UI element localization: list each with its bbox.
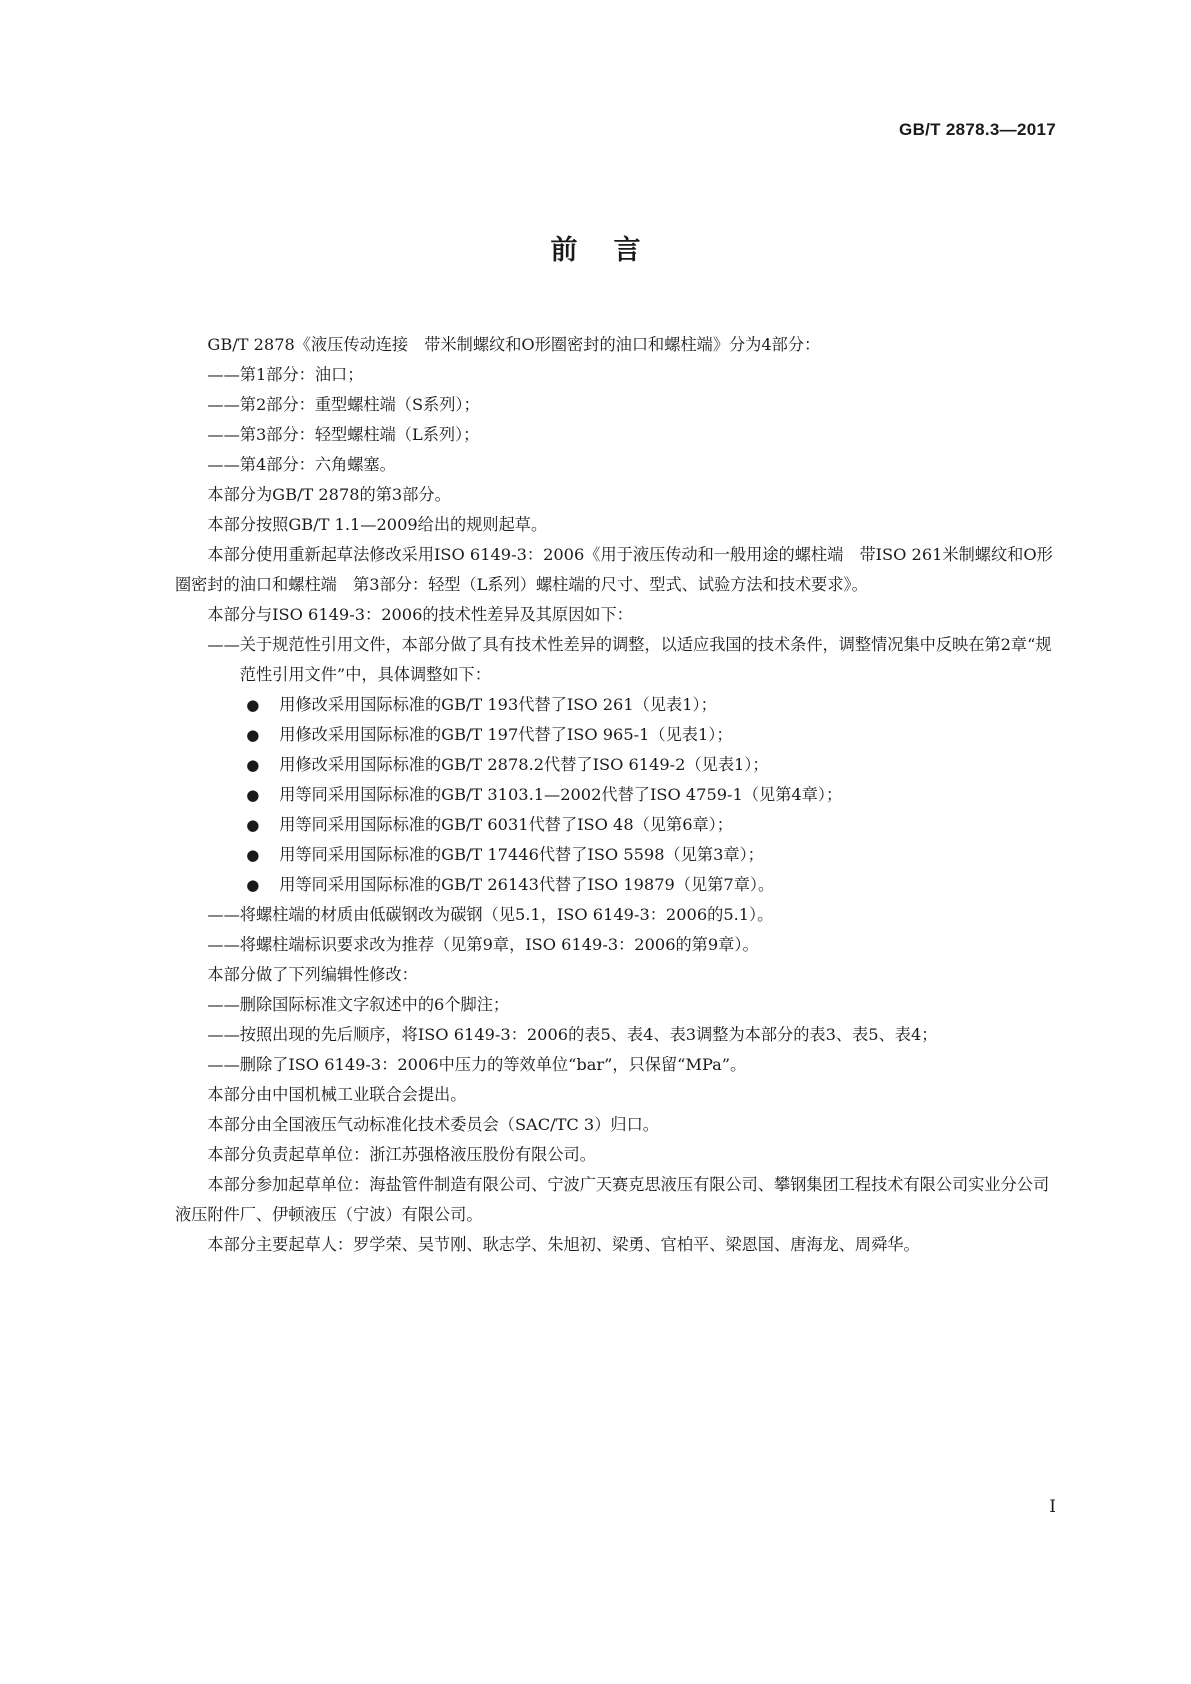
- list-item-units: ——删除了ISO 6149-3：2006中压力的等效单位“bar”，只保留“MPa”。: [207, 1055, 747, 1074]
- bullet-text: 用等同采用国际标准的GB/T 3103.1—2002代替了ISO 4759-1（见第4章）；: [279, 785, 843, 804]
- list-item-part-4: ——第4部分：六角螺塞。: [207, 455, 396, 474]
- paragraph-technical-differences: 本部分与ISO 6149-3：2006的技术性差异及其原因如下：: [207, 605, 633, 624]
- bullet-item: [175, 720, 1059, 750]
- paragraph-drafting-rules: 本部分按照GB/T 1.1—2009给出的规则起草。: [207, 515, 548, 534]
- bullet-text: 用修改采用国际标准的GB/T 197代替了ISO 965-1（见表1）；: [279, 725, 733, 744]
- standard-code: GB/T 2878.3—2017: [899, 120, 1056, 139]
- bullet-icon: ●: [246, 726, 260, 744]
- bullet-icon: ●: [246, 876, 260, 894]
- list-item-table-order: ——按照出现的先后顺序，将ISO 6149-3：2006的表5、表4、表3调整为本部分的表3、表5、表4；: [207, 1025, 938, 1044]
- list-item-footnotes: ——删除国际标准文字叙述中的6个脚注；: [207, 995, 510, 1014]
- paragraph-adoption: 本部分使用重新起草法修改采用ISO 6149-3：2006《用于液压传动和一般用途的螺柱端 带ISO 261米制螺纹和O形圈密封的油口和螺柱端 第3部分：轻型（L系列）螺柱端的尺寸、型式、试验方法和技术要求》。: [175, 545, 1053, 594]
- bullet-icon: ●: [246, 846, 260, 864]
- list-item-marking-change: ——将螺柱端标识要求改为推荐（见第9章，ISO 6149-3：2006的第9章）。: [207, 935, 759, 954]
- paragraph-editorial-changes: 本部分做了下列编辑性修改：: [207, 965, 418, 984]
- bullet-icon: ●: [246, 756, 260, 774]
- bullet-item: [175, 780, 1059, 810]
- paragraph-lead-drafter: 本部分负责起草单位：浙江苏强格液压股份有限公司。: [207, 1145, 596, 1164]
- bullet-text: 用等同采用国际标准的GB/T 17446代替了ISO 5598（见第3章）；: [279, 845, 764, 864]
- bullet-icon: ●: [246, 696, 260, 714]
- bullet-icon: ●: [246, 816, 260, 834]
- bullet-item: [175, 810, 1059, 840]
- page-title: 前言: [550, 235, 677, 266]
- paragraph-committee: 本部分由全国液压气动标准化技术委员会（SAC/TC 3）归口。: [207, 1115, 659, 1134]
- paragraph-parts-intro: GB/T 2878《液压传动连接 带米制螺纹和O形圈密封的油口和螺柱端》分为4部分：: [207, 335, 821, 354]
- bullet-icon: ●: [246, 786, 260, 804]
- bullet-text: 用修改采用国际标准的GB/T 193代替了ISO 261（见表1）；: [279, 695, 717, 714]
- list-item-normative-references: ——关于规范性引用文件，本部分做了具有技术性差异的调整，以适应我国的技术条件，调整情况集中反映在第2章“规范性引用文件”中，具体调整如下：: [207, 635, 1052, 684]
- bullet-text: 用修改采用国际标准的GB/T 2878.2代替了ISO 6149-2（见表1）；: [279, 755, 769, 774]
- bullet-item: [175, 690, 1059, 720]
- list-item-material-change: ——将螺柱端的材质由低碳钢改为碳钢（见5.1，ISO 6149-3：2006的5.1）。: [207, 905, 774, 924]
- paragraph-part-number: 本部分为GB/T 2878的第3部分。: [207, 485, 451, 504]
- paragraph-proposer: 本部分由中国机械工业联合会提出。: [207, 1085, 467, 1104]
- foreword-body: [175, 330, 1059, 1260]
- page-number: I: [1049, 1497, 1056, 1517]
- bullet-text: 用等同采用国际标准的GB/T 6031代替了ISO 48（见第6章）；: [279, 815, 733, 834]
- bullet-item: [175, 870, 1059, 900]
- paragraph-participating-drafters: 本部分参加起草单位：海盐管件制造有限公司、宁波广天赛克思液压有限公司、攀钢集团工程技术有限公司实业分公司液压附件厂、伊顿液压（宁波）有限公司。: [175, 1175, 1050, 1224]
- list-item-part-2: ——第2部分：重型螺柱端（S系列）；: [207, 395, 480, 414]
- bullet-item: [175, 750, 1059, 780]
- list-item-part-1: ——第1部分：油口；: [207, 365, 364, 384]
- bullet-text: 用等同采用国际标准的GB/T 26143代替了ISO 19879（见第7章）。: [279, 875, 775, 894]
- list-item-part-3: ——第3部分：轻型螺柱端（L系列）；: [207, 425, 480, 444]
- bullet-item: [175, 840, 1059, 870]
- paragraph-main-drafters: 本部分主要起草人：罗学荣、吴节刚、耿志学、朱旭初、梁勇、官柏平、梁恩国、唐海龙、周舜华。: [207, 1235, 920, 1254]
